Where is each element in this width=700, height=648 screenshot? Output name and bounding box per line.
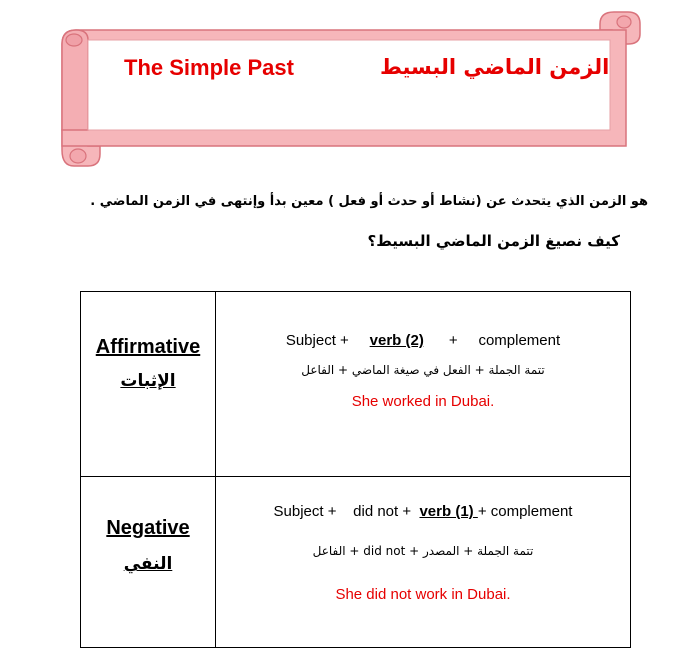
affirmative-example: She worked in Dubai.	[351, 393, 495, 410]
question-heading: كيف نصيغ الزمن الماضي البسيط؟	[367, 232, 620, 250]
label-cell-affirmative	[81, 292, 216, 477]
negative-label-arabic: النفي	[123, 554, 173, 574]
negative-label: Negative	[106, 517, 190, 539]
title-arabic: الزمن الماضي البسيط	[380, 55, 610, 79]
negative-example: She did not work in Dubai.	[335, 586, 511, 603]
grammar-table	[80, 291, 631, 648]
title-english: The Simple Past	[124, 55, 294, 80]
affirmative-formula	[216, 332, 630, 349]
label-cell-negative	[81, 477, 216, 648]
negative-formula-arabic: تتمة الجملة + المصدر + did not + الفاعل	[312, 544, 534, 558]
formula-subject: Subject +	[285, 332, 349, 349]
content-cell-negative	[216, 477, 631, 648]
affirmative-label: Affirmative	[95, 336, 201, 358]
formula-complement: complement	[478, 332, 561, 349]
formula-complement: + complement	[477, 503, 573, 520]
formula-auxiliary: did not +	[353, 503, 412, 520]
scroll-banner	[0, 0, 700, 180]
negative-formula	[216, 503, 630, 520]
formula-verb: verb (2)	[369, 332, 424, 349]
affirmative-label-arabic: الإثبات	[120, 371, 176, 391]
content-cell-affirmative	[216, 292, 631, 477]
formula-plus: +	[448, 332, 458, 349]
table-row-negative	[81, 477, 631, 648]
formula-verb: verb (1)	[419, 503, 478, 520]
table-row-affirmative	[81, 292, 631, 477]
definition-text: هو الزمن الذي يتحدث عن (نشاط أو حدث أو فعل ) معين بدأ وإنتهى في الزمن الماضي .	[90, 194, 648, 209]
formula-subject: Subject +	[273, 503, 337, 520]
affirmative-formula-arabic: تتمة الجملة + الفعل في صيغة الماضي + الفاعل	[301, 363, 545, 377]
